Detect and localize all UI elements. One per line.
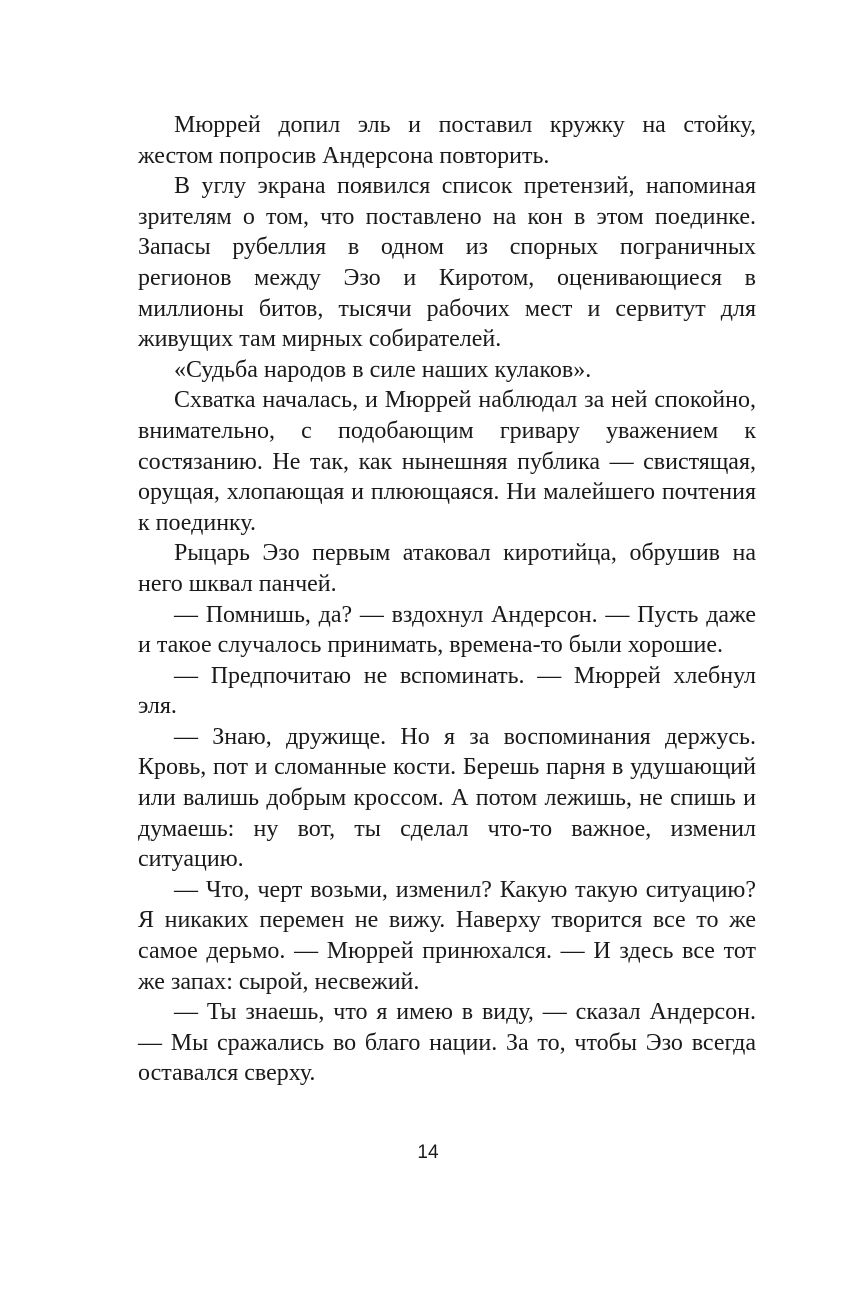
body-text xyxy=(138,110,756,1089)
paragraph: «Судьба народов в силе наших кулаков». xyxy=(174,356,592,383)
page-number: 14 xyxy=(417,1142,439,1163)
paragraph: Рыцарь Эзо первым атаковал киротийца, обрушив на него шквал панчей. xyxy=(138,540,756,597)
paragraph: — Знаю, дружище. Но я за воспоминания держусь. Кровь, пот и сломанные кости. Берешь парня в удушающий или валишь добрым кроссом. А потом лежишь, не спишь и думаешь: ну вот, ты сделал что-то важное, изменил ситуацию. xyxy=(138,723,756,873)
paragraph: — Предпочитаю не вспоминать. — Мюррей хлебнул эля. xyxy=(138,662,756,720)
paragraph: Мюррей допил эль и поставил кружку на стойку, жестом попросив Андерсона повторить. xyxy=(138,112,756,169)
paragraph: Схватка началась, и Мюррей наблюдал за ней спокойно, внимательно, с подобающим гривару уважением к состязанию. Не так, как нынешняя публика — свистящая, орущая, хлопающая и плюющаяся. Ни малейшего почтения к поединку. xyxy=(138,387,756,536)
paragraph: — Помнишь, да? — вздохнул Андерсон. — Пусть даже и такое случалось принимать, времена-то были хорошие. xyxy=(138,601,756,659)
paragraph: — Ты знаешь, что я имею в виду, — сказал Андерсон. — Мы сражались во благо нации. За то, чтобы Эзо всегда оставался сверху. xyxy=(138,999,756,1087)
paragraph: В углу экрана появился список претензий, напоминая зрителям о том, что поставлено на кон в этом поединке. Запасы рубеллия в одном из спорных пограничных регионов между Эзо и Киротом, оценивающиеся в миллионы битов, тысячи рабочих мест и сервитут для живущих там мирных собирателей. xyxy=(138,173,756,353)
paragraph: — Что, черт возьми, изменил? Какую такую ситуацию? Я никаких перемен не вижу. Наверху творится все то же самое дерьмо. — Мюррей принюхался. — И здесь все тот же запах: сырой, несвежий. xyxy=(138,876,756,995)
